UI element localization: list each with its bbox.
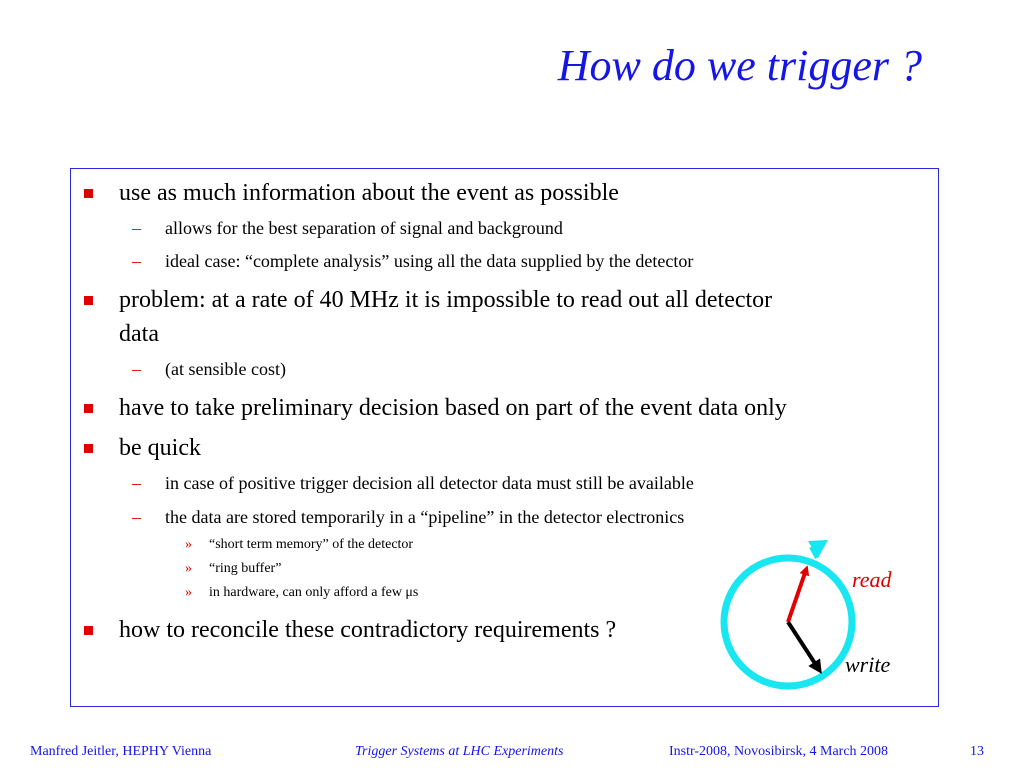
dash-bullet-icon: – [132, 218, 141, 238]
footer-author: Manfred Jeitler, HEPHY Vienna [30, 744, 212, 759]
dash-bullet-icon: – [132, 251, 141, 271]
footer-page-number: 13 [970, 744, 984, 759]
double-chevron-bullet-icon: » [185, 561, 192, 576]
write-hand [788, 622, 818, 668]
read-hand [788, 570, 806, 622]
dash-bullet-icon: – [132, 507, 141, 527]
footer-talk-title: Trigger Systems at LHC Experiments [355, 744, 564, 759]
write-label: write [845, 652, 891, 677]
dash-bullet-icon: – [132, 359, 141, 379]
slide-title: How do we trigger ? [557, 41, 922, 90]
double-chevron-bullet-icon: » [185, 537, 192, 552]
read-label: read [852, 567, 892, 592]
footer-event: Instr-2008, Novosibirsk, 4 March 2008 [669, 744, 889, 759]
dash-bullet-icon: – [132, 473, 141, 493]
double-chevron-bullet-icon: » [185, 585, 192, 600]
